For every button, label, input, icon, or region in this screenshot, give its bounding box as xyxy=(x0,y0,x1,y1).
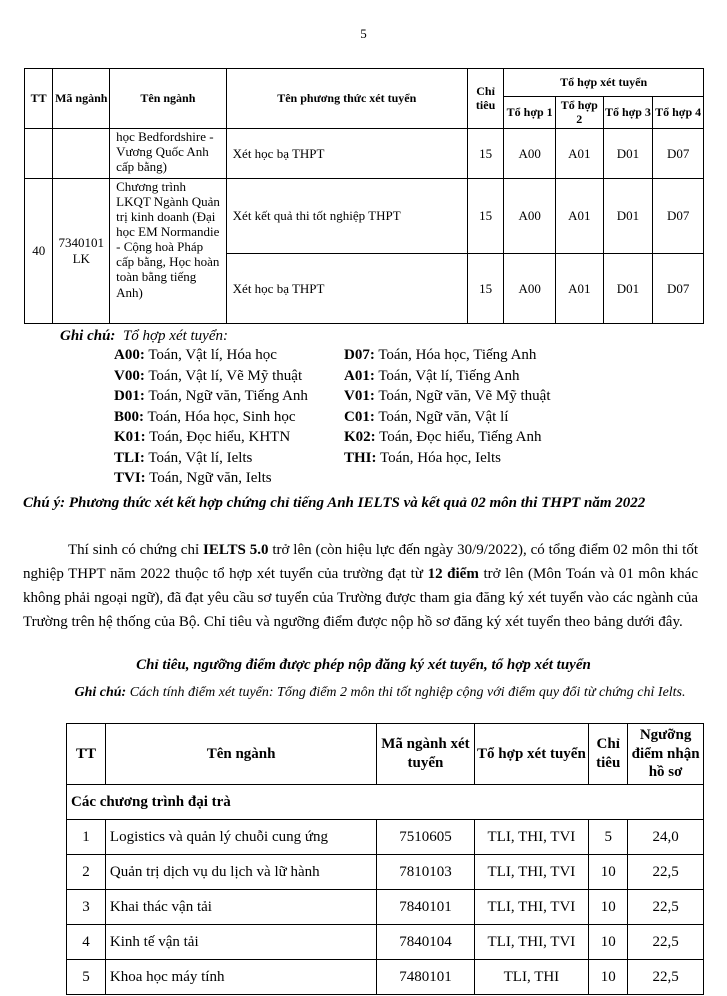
method-cell: Xét kết quả thi tốt nghiệp THPT xyxy=(226,179,467,254)
quota-cell: 15 xyxy=(467,129,503,179)
combo-cell: A01 xyxy=(555,254,603,324)
program-code: 7340101 LK xyxy=(53,179,110,324)
table-row: 1 Logistics và quản lý chuỗi cung ứng 7510605 TLI, THI, TVI 5 24,0 xyxy=(67,820,704,855)
header-nguong: Ngưỡng điểm nhận hồ sơ xyxy=(628,724,704,785)
ielts-paragraph: Thí sinh có chứng chỉ IELTS 5.0 trở lên (còn hiệu lực đến ngày 30/9/2022), có tổng điểm 02 môn thi tốt nghiệp THPT năm 2022 thuộc tổ hợp xét tuyển của trường đạt từ 12 điểm trở lên (Môn Toán và 01 môn khác không phải ngoại ngữ), đã đạt yêu cầu sơ tuyển của Trường được tham gia đăng ký xét tuyển vào các ngành của Trường trên hệ thống của Bộ. Chỉ tiêu và ngưỡng điểm được nộp hồ sơ đăng ký xét tuyển theo bảng dưới đây. xyxy=(23,542,699,630)
header-tt: TT xyxy=(25,69,53,129)
combo-item: C01: Toán, Ngữ văn, Vật lí xyxy=(344,409,509,425)
header-to-hop-1: Tổ hợp 1 xyxy=(504,97,556,129)
program-name: Chương trình LKQT Ngành Quản trị kinh doanh (Đại học EM Normandie - Cộng hoà Pháp cấp bằng, Học hoàn toàn bằng tiếng Anh) xyxy=(110,179,227,324)
combo-item: B00: Toán, Hóa học, Sinh học xyxy=(114,409,296,425)
method-cell: Xét học bạ THPT xyxy=(226,129,467,179)
combo-cell: D01 xyxy=(603,129,653,179)
header-tt: TT xyxy=(67,724,106,785)
header-phuong-thuc: Tên phương thức xét tuyển xyxy=(226,69,467,129)
combo-cell: A00 xyxy=(504,254,556,324)
row-tt: 40 xyxy=(25,179,53,324)
combo-cell: A01 xyxy=(555,129,603,179)
header-to-hop: Tổ hợp xét tuyển xyxy=(504,69,704,97)
combo-item: A00: Toán, Vật lí, Hóa học xyxy=(114,347,277,363)
section-title: Chỉ tiêu, ngưỡng điểm được phép nộp đăng ký xét tuyển, tổ hợp xét tuyển xyxy=(136,657,591,673)
header-to-hop: Tổ hợp xét tuyển xyxy=(474,724,589,785)
combo-item: THI: Toán, Hóa học, Ielts xyxy=(344,450,501,466)
program-name: học Bedfordshire - Vương Quốc Anh cấp bằng) xyxy=(110,129,227,179)
header-chi-tieu: Chỉ tiêu xyxy=(467,69,503,129)
table-row: 4 Kinh tế vận tải 7840104 TLI, THI, TVI 10 22,5 xyxy=(67,925,704,960)
combo-cell: D07 xyxy=(653,179,704,254)
notes-title xyxy=(60,328,228,345)
header-ma-nganh: Mã ngành xyxy=(53,69,110,129)
table-row xyxy=(25,179,704,254)
combo-item: V01: Toán, Ngữ văn, Vẽ Mỹ thuật xyxy=(344,388,551,404)
combo-cell: A01 xyxy=(555,179,603,254)
header-ten-nganh: Tên ngành xyxy=(105,724,376,785)
table-row: 2 Quản trị dịch vụ du lịch và lữ hành 7810103 TLI, THI, TVI 10 22,5 xyxy=(67,855,704,890)
combo-cell: A00 xyxy=(504,129,556,179)
admission-methods-table xyxy=(24,68,704,324)
score-calc-note: Ghi chú: Cách tính điểm xét tuyển: Tổng điểm 2 môn thi tốt nghiệp cộng với điểm quy đổi từ chứng chỉ Ielts. xyxy=(74,685,686,700)
combo-item: D01: Toán, Ngữ văn, Tiếng Anh xyxy=(114,388,308,404)
combo-cell: A00 xyxy=(504,179,556,254)
header-to-hop-3: Tổ hợp 3 xyxy=(603,97,653,129)
header-chi-tieu: Chỉ tiêu xyxy=(589,724,628,785)
combo-item: A01: Toán, Vật lí, Tiếng Anh xyxy=(344,368,520,384)
combo-item: D07: Toán, Hóa học, Tiếng Anh xyxy=(344,347,537,363)
table-row: 5 Khoa học máy tính 7480101 TLI, THI 10 22,5 xyxy=(67,960,704,995)
ielts-note-heading: Chú ý: Phương thức xét kết hợp chứng chỉ tiếng Anh IELTS và kết quả 02 môn thi THPT năm 2022 xyxy=(23,495,646,511)
combo-cell: D07 xyxy=(653,129,704,179)
group-row: Các chương trình đại trà xyxy=(67,785,704,820)
combo-item: V00: Toán, Vật lí, Vẽ Mỹ thuật xyxy=(114,368,303,384)
combo-item: K01: Toán, Đọc hiểu, KHTN xyxy=(114,429,291,445)
combo-cell: D01 xyxy=(603,254,653,324)
method-cell: Xét học bạ THPT xyxy=(226,254,467,324)
page-number: 5 xyxy=(360,26,367,41)
combo-cell: D01 xyxy=(603,179,653,254)
header-to-hop-2: Tổ hợp 2 xyxy=(555,97,603,129)
combo-item: K02: Toán, Đọc hiểu, Tiếng Anh xyxy=(344,429,542,445)
combo-cell: D07 xyxy=(653,254,704,324)
header-to-hop-4: Tổ hợp 4 xyxy=(653,97,704,129)
combo-item: TVI: Toán, Ngữ văn, Ielts xyxy=(114,470,272,486)
header-ten-nganh: Tên ngành xyxy=(110,69,227,129)
notes-subtitle: Tổ hợp xét tuyển: xyxy=(122,328,228,344)
ielts-threshold-table xyxy=(66,723,704,995)
quota-cell: 15 xyxy=(467,179,503,254)
table-row xyxy=(25,129,704,179)
table-row: 3 Khai thác vận tải 7840101 TLI, THI, TVI 10 22,5 xyxy=(67,890,704,925)
header-ma-nganh: Mã ngành xét tuyển xyxy=(377,724,474,785)
quota-cell: 15 xyxy=(467,254,503,324)
combo-item: TLI: Toán, Vật lí, Ielts xyxy=(114,450,253,466)
notes-label: Ghi chú: xyxy=(60,328,116,344)
